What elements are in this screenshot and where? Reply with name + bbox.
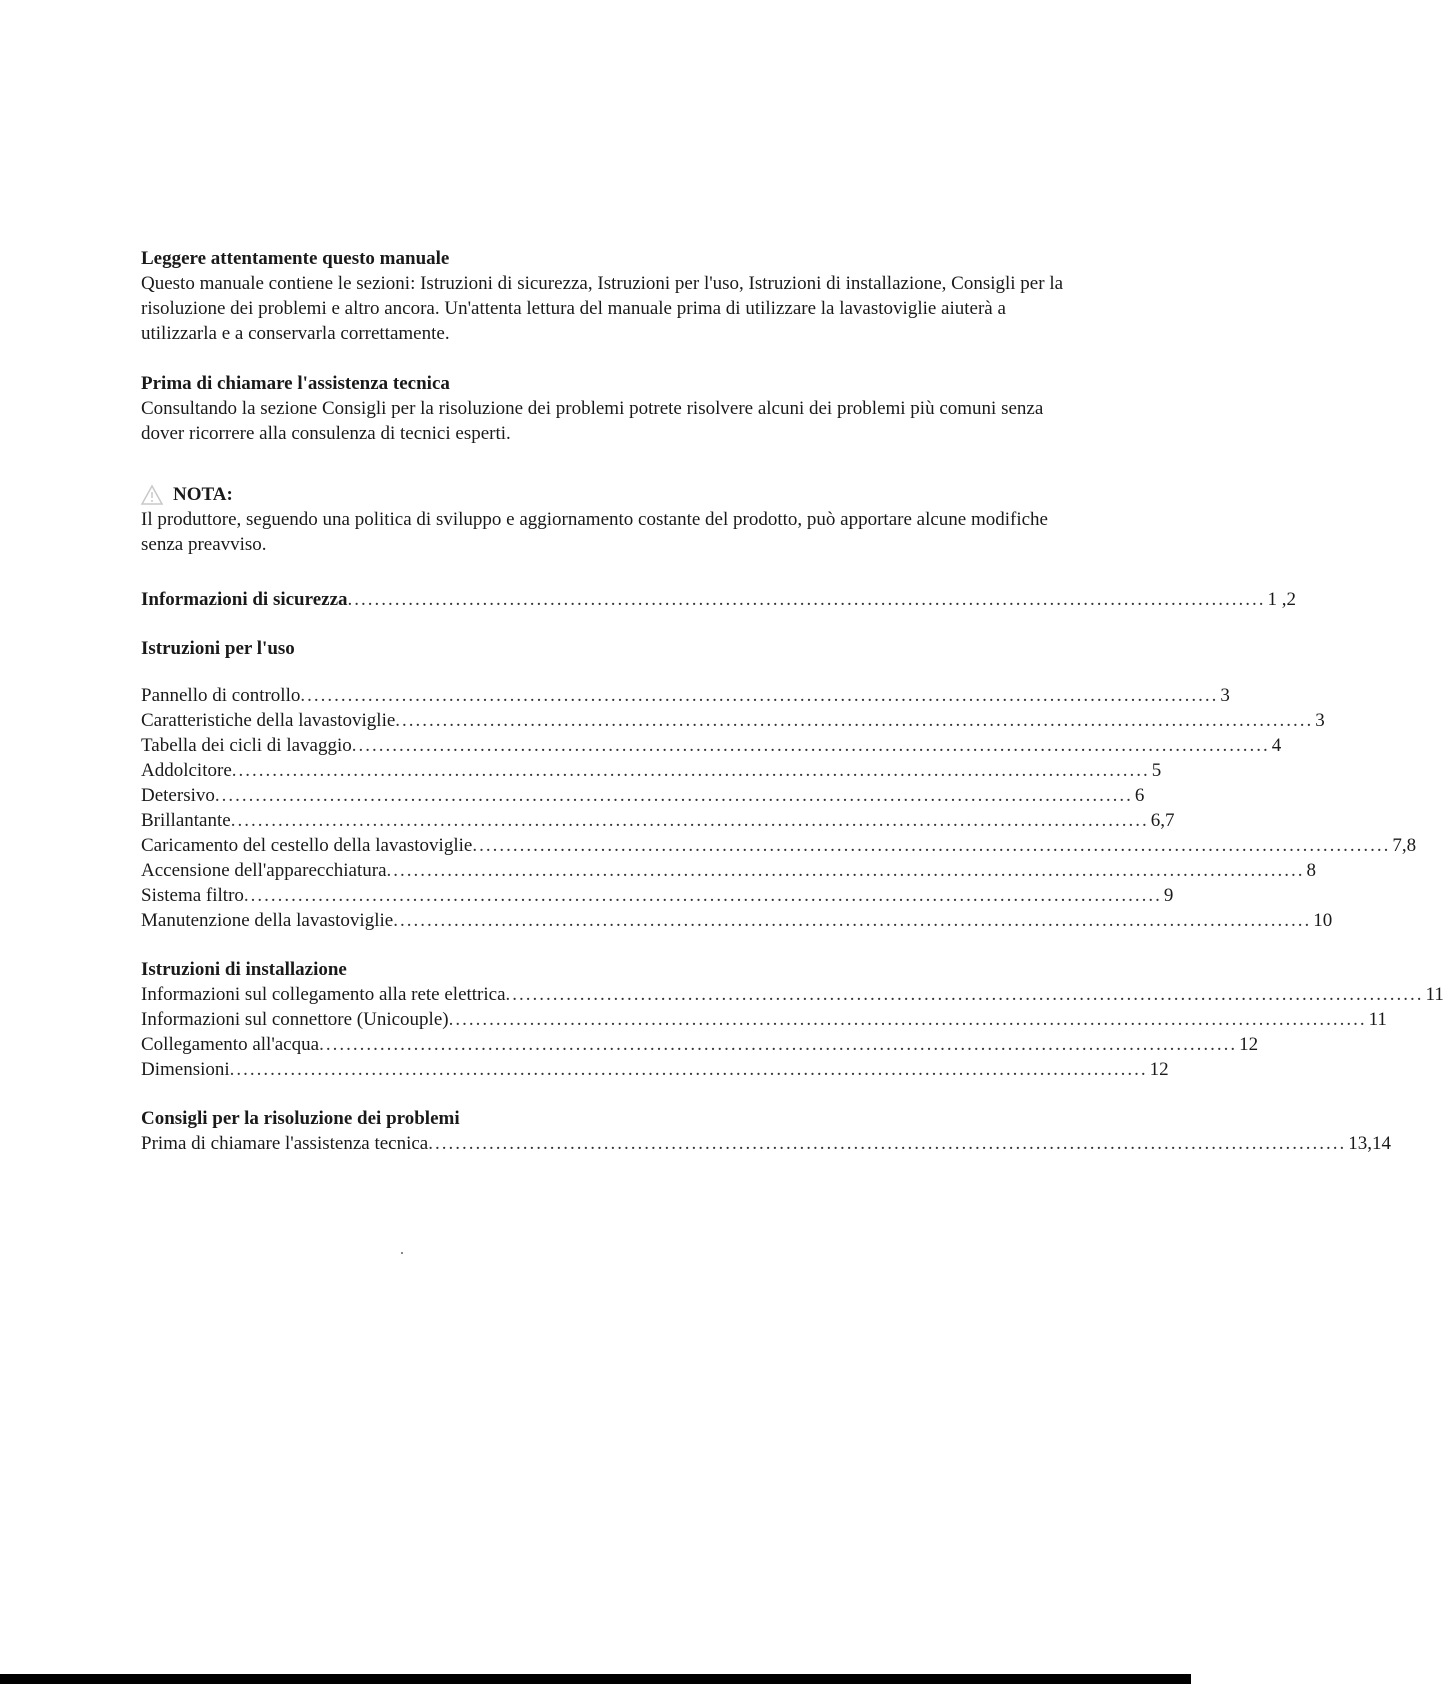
note-header [141,482,1071,507]
toc-entry-page: 11 [1425,984,1444,1005]
toc-entry-page: 5 [1151,760,1162,781]
toc-entry[interactable] [141,1007,1387,1032]
note-section [141,482,1071,557]
toc-entry-label: Informazioni sul connettore (Unicouple) [141,1009,449,1030]
toc-group-usage-title: Istruzioni per l'uso [141,638,295,659]
toc-entry-safety[interactable] [141,587,1297,612]
toc-entry-page: 13,14 [1348,1133,1391,1154]
toc-leader: ........................................................................................................................................ [386,860,1305,881]
toc-entry-label: Detersivo [141,785,215,806]
toc-leader: ........................................................................................................................................ [300,685,1219,706]
manual-page [141,246,1444,1156]
toc-entry-label: Caratteristiche della lavastoviglie [141,710,396,731]
toc-entry-label: Informazioni di sicurezza [141,589,348,610]
assistance-heading: Prima di chiamare l'assistenza tecnica [141,373,450,394]
toc-leader: ........................................................................................................................................ [505,984,1424,1005]
toc-entry[interactable] [141,758,1162,783]
toc-entry[interactable] [141,858,1317,883]
toc-entry-page: 12 [1239,1034,1259,1055]
toc-group-troubleshooting [141,1131,1391,1156]
toc-leader: ........................................................................................................................................ [243,885,1162,906]
toc-leader: ........................................................................................................................................ [319,1034,1238,1055]
toc-leader: ........................................................................................................................................ [472,835,1391,856]
toc-entry-label: Prima di chiamare l'assistenza tecnica [141,1133,429,1154]
toc-entry[interactable] [141,733,1282,758]
toc-entry-page: 10 [1313,910,1333,931]
intro-heading: Leggere attentamente questo manuale [141,248,450,269]
toc-entry-label: Dimensioni [141,1059,230,1080]
toc-entry-label: Pannello di controllo [141,685,301,706]
warning-icon [141,485,163,505]
toc-leader: ........................................................................................................................................ [395,710,1314,731]
toc-entry-label: Informazioni sul collegamento alla rete elettrica [141,984,506,1005]
toc-group-installation [141,982,1444,1082]
toc-leader: ........................................................................................................................................ [231,760,1150,781]
toc-leader: ........................................................................................................................................ [214,785,1133,806]
toc-entry-page: 3 [1315,710,1325,731]
toc-entry[interactable] [141,908,1333,933]
toc-group-usage [141,683,1417,933]
toc-entry-page: 7,8 [1392,835,1417,856]
toc-entry-label: Tabella dei cicli di lavaggio [141,735,352,756]
toc-entry[interactable] [141,1131,1391,1156]
toc-entry[interactable] [141,1032,1259,1057]
toc-entry-label: Manutenzione della lavastoviglie [141,910,394,931]
note-text: Il produttore, seguendo una politica di sviluppo e aggiornamento costante del prodotto, può apportare alcune modifiche senza preavviso. [141,509,1048,555]
toc-entry-label: Caricamento del cestello della lavastoviglie [141,835,473,856]
toc-entry-page: 1 ,2 [1267,589,1297,610]
toc-entry[interactable] [141,883,1174,908]
assistance-text: Consultando la sezione Consigli per la risoluzione dei problemi potrete risolvere alcuni dei problemi più comuni senza dover ricorrere alla consulenza di tecnici esperti. [141,398,1044,444]
toc-leader: ........................................................................................................................................ [229,1059,1148,1080]
toc-entry-label: Collegamento all'acqua [141,1034,320,1055]
scan-edge-bar [0,1674,1191,1684]
toc-entry[interactable] [141,982,1444,1007]
scan-speck [401,1252,403,1254]
toc-leader: ........................................................................................................................................ [230,810,1149,831]
toc-entry[interactable] [141,1057,1169,1082]
intro-section [141,246,1071,346]
toc-entry-page: 8 [1306,860,1317,881]
note-heading: NOTA: [173,484,233,505]
table-of-contents [141,587,1444,1156]
toc-entry[interactable] [141,683,1230,708]
toc-entry[interactable] [141,833,1417,858]
toc-entry[interactable] [141,808,1175,833]
toc-entry-label: Brillantante [141,810,231,831]
toc-leader: ........................................................................................................................................ [347,589,1266,610]
toc-entry[interactable] [141,708,1325,733]
toc-group-troubleshooting-title: Consigli per la risoluzione dei problemi [141,1108,460,1129]
toc-entry-page: 6,7 [1150,810,1175,831]
toc-entry-label: Accensione dell'apparecchiatura [141,860,387,881]
toc-entry-label: Sistema filtro [141,885,244,906]
toc-entry-label: Addolcitore [141,760,232,781]
toc-entry-page: 4 [1271,735,1282,756]
toc-entry[interactable] [141,783,1145,808]
toc-leader: ........................................................................................................................................ [428,1133,1347,1154]
toc-group-installation-title: Istruzioni di installazione [141,959,347,980]
toc-entry-page: 3 [1220,685,1230,706]
toc-entry-page: 6 [1134,785,1145,806]
toc-entry-page: 9 [1163,885,1174,906]
toc-leader: ........................................................................................................................................ [448,1009,1367,1030]
assistance-section [141,371,1071,446]
toc-entry-page: 12 [1149,1059,1169,1080]
intro-text: Questo manuale contiene le sezioni: Istruzioni di sicurezza, Istruzioni per l'uso, Istruzioni di installazione, Consigli per la risoluzione dei problemi e altro ancora. Un'attenta lettura del manuale prima di utilizzare la lavastoviglie aiuterà a utilizzarla e a conservarla correttamente. [141,273,1064,344]
toc-leader: ........................................................................................................................................ [351,735,1270,756]
toc-entry-page: 11 [1368,1009,1387,1030]
toc-leader: ........................................................................................................................................ [393,910,1312,931]
